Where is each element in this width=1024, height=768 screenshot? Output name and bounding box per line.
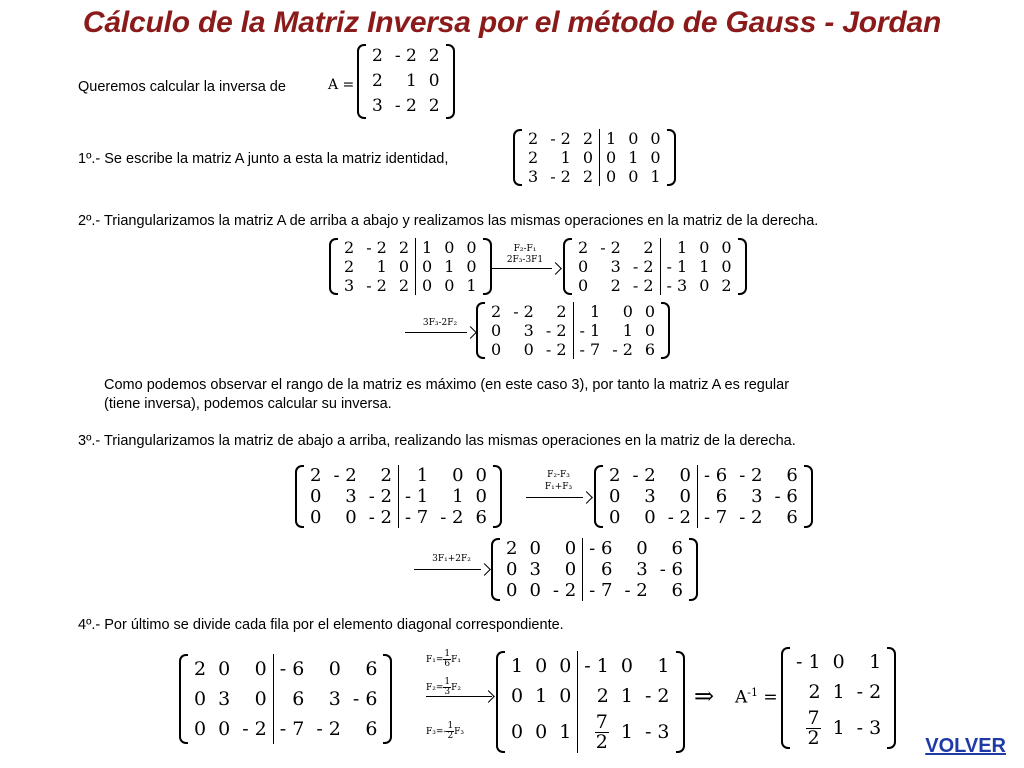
matrix-cell: - 1 [578,651,615,681]
arrow-op1 [490,244,560,274]
matrix-cell: 0 [578,256,589,276]
matrix-cell: 2 [310,464,322,486]
op5-row2 [426,678,461,697]
op5-operations [426,650,494,750]
a-label: A = [328,77,355,93]
op4-label: 3F₁+2F₂ [432,554,471,564]
matrix-cell: - 6 [774,485,798,507]
matrix-cell: - 7 [697,507,733,528]
matrix-cell: 3 [344,275,355,295]
matrix-cell: - 2 [632,275,654,295]
matrix-cell: 1 [622,320,633,340]
matrix-cell: 1 [511,654,524,677]
matrix-cell: - 2 [316,717,341,740]
matrix-cell: 0 [600,167,623,186]
matrix-cell: 2 [428,96,440,116]
matrix-aug3 [594,465,813,528]
matrix-cell: 6 [273,684,310,714]
matrix-cell: 0 [444,275,455,295]
matrix-cell: 1 [660,238,693,257]
matrix-cell: - 2 [632,464,656,486]
matrix-cell: 1 [832,716,845,739]
matrix-cell: - 6 [659,558,683,580]
matrix-cell: 0 [679,464,691,486]
matrix-cell: - 2 [644,684,670,707]
op3b-label: F₁+F₃ [544,482,573,492]
matrix-cell: 0 [218,657,231,680]
matrix-cell: 0 [328,657,341,680]
arrow-op3 [526,470,591,502]
matrix-cell: - 1 [398,486,434,507]
matrix-cell: 2 [380,464,392,486]
op3a-label: F₂-F₃ [547,470,570,480]
matrix-cell: 3 [218,687,231,710]
op5-row1 [426,650,461,669]
matrix-cell: 0 [254,687,267,710]
matrix-cell: 1 [600,129,623,148]
matrix-cell: 0 [628,128,639,148]
matrix-cell: 0 [523,339,534,359]
op5-f1a: F₁= [426,655,444,665]
matrix-cell: - 2 [368,485,392,507]
matrix-cell: 0 [416,257,439,276]
matrix-cell: 0 [491,320,502,340]
matrix-cell: 0 [194,717,207,740]
matrix-cell: 6 [583,559,619,580]
matrix-cell: 0 [582,147,594,167]
matrix-cell: - 7 [398,507,434,528]
arrow-op4 [414,554,489,574]
matrix-cell: 0 [622,301,633,321]
matrix-cell: 6 [475,506,487,528]
matrix-cell: 3 [644,485,656,507]
matrix-cell: 6 [644,339,656,359]
matrix-cell: - 2 [333,464,357,486]
matrix-cell: 3 [372,96,383,116]
arrow-op2 [405,318,475,338]
matrix-cell: 0 [699,275,710,295]
op5-f1d: 6 [444,659,451,669]
page-title: Cálculo de la Matriz Inversa por el método de Gauss - Jordan [82,6,942,39]
matrix-cell: - 7 [573,340,606,359]
matrix-cell: 0 [832,650,845,673]
matrix-cell: 0 [506,558,518,580]
matrix-aug4 [491,538,698,601]
matrix-cell: 2 [556,301,567,321]
matrix-cell: 1 [466,275,477,295]
op5-f1b: F₁ [451,655,461,665]
matrix-cell: 6 [697,486,733,507]
matrix-cell: - 3 [856,716,882,739]
matrix-cell: 0 [466,237,477,257]
implies-icon: ⇒ [694,682,715,710]
matrix-cell: 2 [428,46,440,66]
matrix-cell: 0 [609,506,621,528]
matrix-cell: 0 [529,579,541,601]
matrix-cell: - 2 [242,717,267,740]
matrix-cell: 6 [786,464,798,486]
matrix-cell: - 7 [273,714,310,744]
matrix-cell: - 2 [366,237,387,257]
matrix-cell: 0 [721,237,732,257]
matrix-cell: 0 [511,720,524,743]
op5-row3 [426,722,464,741]
matrix-cell: 3 [523,320,534,340]
matrix-cell: 0 [600,148,623,167]
matrix-cell: 0 [559,654,572,677]
op2-label: 3F₃-2F₂ [422,318,458,328]
matrix-cell: 0 [398,256,410,276]
op1a-label: F₂-F₁ [513,244,537,254]
matrix-cell: 2 [398,237,410,257]
matrix-cell: 2 [398,275,410,295]
matrix-cell: - 2 [612,339,633,359]
matrix-cell: 0 [679,485,691,507]
matrix-cell: 1 [620,684,633,707]
ainv-letter: A [735,687,748,708]
matrix-cell: - 2 [550,128,571,148]
matrix-cell: 1 [444,256,455,276]
ainv-eq: = [763,687,778,708]
matrix-a [357,44,455,119]
matrix-cell: 1 [573,302,606,321]
matrix-cell: 0 [578,275,589,295]
matrix-cell: 2 [610,275,621,295]
matrix-cell: 0 [345,506,357,528]
matrix-cell: 0 [636,537,648,559]
matrix-cell: 2 [372,71,383,91]
matrix-inverse [781,647,896,749]
matrix-cell: 1 [869,650,882,673]
matrix-cell: 0 [535,654,548,677]
matrix-cell: - 2 [550,166,571,186]
matrix-cell: 1 [620,720,633,743]
matrix-aug0 [513,129,676,186]
matrix-aug3-source [295,465,502,528]
matrix-cell: 1 [832,680,845,703]
step3-text: 3º.- Triangularizamos la matriz de abajo a arriba, realizando las mismas operaciones en la matriz de la derecha. [78,433,796,449]
matrix-cell: 1 [657,654,670,677]
matrix-cell: - 2 [624,579,648,601]
matrix-cell: 0 [721,256,732,276]
op5-f3a: F₃=- [426,727,447,737]
matrix-cell: 0 [444,237,455,257]
matrix-cell: 1 [405,71,417,91]
fraction-num: 7 [595,710,608,733]
matrix-cell: 1 [559,720,572,743]
matrix-cell: - 3 [660,276,693,295]
matrix-cell: 2 [344,256,355,276]
op1b-label: 2F₃-3F1 [506,255,544,265]
matrix-cell: - 2 [545,339,567,359]
matrix-cell: - 2 [440,506,464,528]
step1-text: 1º.- Se escribe la matriz A junto a esta la matriz identidad, [78,151,449,167]
matrix-cell-fraction [578,711,615,753]
matrix-cell: - 2 [366,275,387,295]
matrix-cell: 2 [578,237,589,257]
matrix-cell: - 1 [660,257,693,276]
matrix-cell: - 2 [600,237,621,257]
matrix-cell: 3 [328,687,341,710]
matrix-cell: 1 [560,147,571,167]
matrix-cell: 1 [398,465,434,486]
matrix-cell: 0 [564,558,577,580]
matrix-cell: 2 [491,301,502,321]
matrix-cell: 1 [452,485,464,507]
matrix-cell: 0 [644,301,656,321]
matrix-cell: 0 [506,579,518,601]
matrix-cell: 1 [376,256,387,276]
matrix-cell: 0 [310,506,322,528]
matrix-cell: 2 [528,147,539,167]
matrix-cell: 0 [650,147,661,167]
matrix-cell: 6 [365,657,378,680]
matrix-cell: 2 [372,46,383,66]
matrix-cell: - 1 [796,650,821,673]
matrix-cell: - 2 [394,96,417,116]
matrix-cell: 2 [194,657,207,680]
matrix-cell: 0 [564,537,577,559]
matrix-cell: 0 [475,485,487,507]
matrix-cell: 3 [345,485,357,507]
matrix-cell: 0 [466,256,477,276]
matrix-cell: 2 [582,128,594,148]
op5-f2d: 3 [444,687,451,697]
op5-f1n: 1 [444,649,451,659]
matrix-cell: - 6 [352,687,378,710]
matrix-cell: 2 [582,166,594,186]
ainv-sup: -1 [747,686,758,699]
matrix-cell: 1 [650,166,661,186]
matrix-cell: 0 [254,657,267,680]
op5-f2n: 1 [444,677,451,687]
matrix-cell: 6 [671,537,683,559]
matrix-cell: - 2 [368,506,392,528]
matrix-aug2 [476,302,670,359]
fraction-num: 7 [807,706,820,729]
matrix-cell: 6 [786,506,798,528]
matrix-cell: 1 [535,684,548,707]
op5-f3n: 1 [447,721,454,731]
matrix-cell: - 6 [273,654,310,684]
op5-f3d: 2 [447,731,454,741]
matrix-cell: 1 [416,238,439,257]
note-line1: Como podemos observar el rango de la matriz es máximo (en este caso 3), por tanto la matriz A es regular [104,377,790,393]
matrix-cell: 0 [428,71,440,91]
matrix-cell: - 6 [583,538,619,559]
matrix-cell: 0 [529,537,541,559]
fraction-den: 2 [595,730,608,753]
matrix-cell: 2 [578,681,615,711]
matrix-cell: 0 [644,506,656,528]
matrix-cell: 6 [365,717,378,740]
matrix-cell-fraction [790,707,827,749]
matrix-cell: 3 [529,558,541,580]
matrix-cell: 0 [416,276,439,295]
matrix-cell: 2 [528,128,539,148]
matrix-cell: - 1 [573,321,606,340]
matrix-cell: - 2 [667,506,691,528]
matrix-cell: 1 [699,256,710,276]
op5-f2b: F₂ [451,683,461,693]
op5-f3b: F₃ [454,727,465,737]
matrix-aug1 [563,238,747,295]
matrix-cell: 0 [218,717,231,740]
step2-text: 2º.- Triangularizamos la matriz A de arriba a abajo y realizamos las mismas operaciones en la matriz de la derecha. [78,213,819,229]
matrix-cell: 0 [620,654,633,677]
matrix-cell: 0 [535,720,548,743]
matrix-cell: - 2 [513,301,534,321]
matrix-aug0-copy [329,238,492,295]
matrix-cell: - 2 [856,680,882,703]
matrix-cell: 2 [609,464,621,486]
matrix-cell: 0 [310,485,322,507]
matrix-cell: - 7 [583,580,619,601]
matrix-cell: - 2 [739,506,763,528]
intro-text: Queremos calcular la inversa de [78,79,286,95]
matrix-cell: 0 [511,684,524,707]
note-line2: (tiene inversa), podemos calcular su inversa. [104,396,392,412]
matrix-cell: 2 [808,680,821,703]
matrix-cell: - 2 [394,46,417,66]
matrix-cell: 2 [643,237,654,257]
matrix-cell: - 2 [545,320,567,340]
ainv-label [735,686,778,708]
matrix-cell: 2 [506,537,518,559]
matrix-cell: 0 [628,166,639,186]
matrix-cell: 0 [194,687,207,710]
matrix-cell: 0 [452,464,464,486]
step4-text: 4º.- Por último se divide cada fila por el elemento diagonal correspondiente. [78,617,564,633]
matrix-cell: 0 [475,464,487,486]
matrix-cell: - 6 [697,465,733,486]
matrix-cell: 0 [559,684,572,707]
matrix-cell: 1 [628,147,639,167]
matrix-cell: 0 [699,237,710,257]
matrix-aug5 [179,654,392,744]
matrix-cell: 2 [721,275,732,295]
matrix-cell: 3 [636,558,648,580]
matrix-final-aug [496,651,685,753]
matrix-cell: 2 [344,237,355,257]
matrix-cell: 0 [650,128,661,148]
matrix-cell: 3 [528,166,539,186]
matrix-cell: - 2 [552,579,577,601]
matrix-cell: 6 [671,579,683,601]
op5-f2a: F₂= [426,683,444,693]
matrix-cell: 0 [491,339,502,359]
matrix-cell: 3 [751,485,763,507]
matrix-cell: - 2 [739,464,763,486]
volver-link[interactable]: VOLVER [925,735,1006,757]
fraction-den: 2 [807,726,820,749]
matrix-cell: - 2 [632,256,654,276]
matrix-cell: 3 [610,256,621,276]
matrix-cell: - 3 [644,720,670,743]
matrix-cell: 0 [609,485,621,507]
matrix-cell: 0 [644,320,656,340]
